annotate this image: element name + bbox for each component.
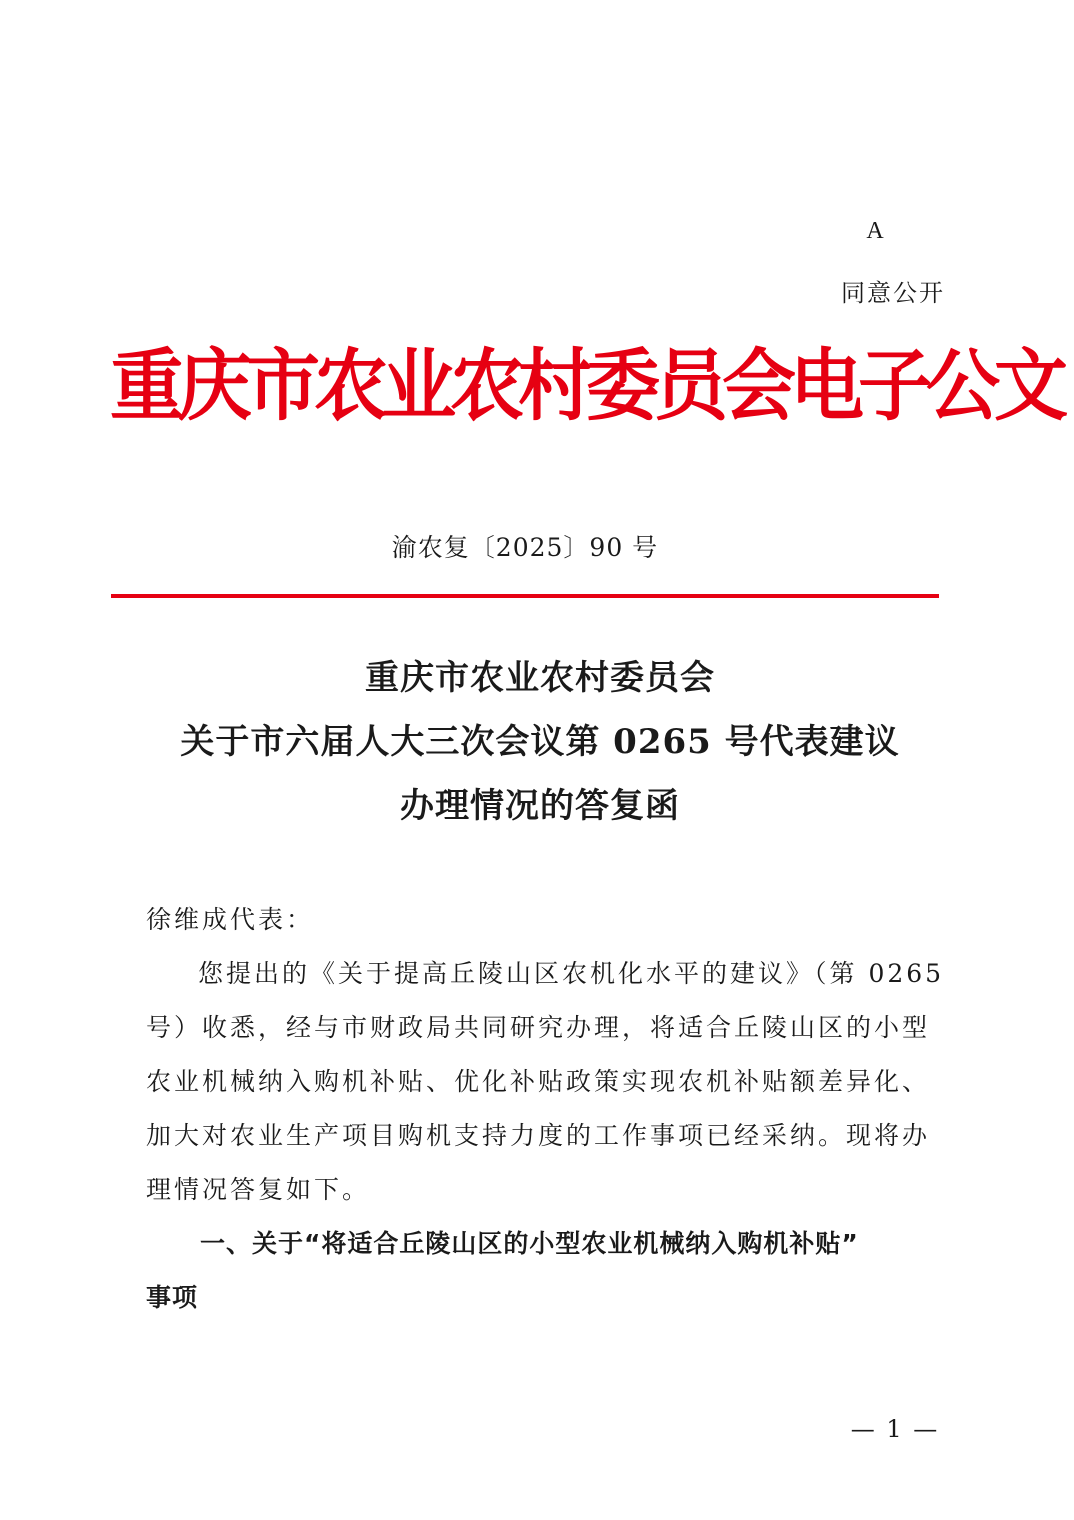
classification-mark: A <box>866 218 884 244</box>
paragraph-line: 理情况答复如下。 <box>146 1175 371 1204</box>
red-masthead: 重庆市农业农村委员会电子公文 <box>110 341 1062 432</box>
paragraph-line: 您提出的《关于提高丘陵山区农机化水平的建议》（第 0265 <box>198 959 945 988</box>
title-line-2: 关于市六届人大三次会议第 0265 号代表建议 <box>180 722 900 762</box>
disclosure-status: 同意公开 <box>841 279 945 307</box>
title-line-3: 办理情况的答复函 <box>400 786 680 826</box>
document-number: 渝农复〔2025〕90 号 <box>391 533 659 562</box>
salutation: 徐维成代表： <box>146 905 315 934</box>
red-divider-line <box>111 594 939 598</box>
title-line-1: 重庆市农业农村委员会 <box>365 658 715 698</box>
paragraph-line: 农业机械纳入购机补贴、优化补贴政策实现农机补贴额差异化、 <box>146 1067 931 1096</box>
paragraph-line: 号）收悉，经与市财政局共同研究办理，将适合丘陵山区的小型 <box>146 1013 931 1042</box>
page-number: — 1 — <box>850 1415 940 1443</box>
paragraph-line: 加大对农业生产项目购机支持力度的工作事项已经采纳。现将办 <box>146 1121 931 1150</box>
section-heading-line: 一、关于“将适合丘陵山区的小型农业机械纳入购机补贴” <box>200 1229 859 1258</box>
section-heading-line: 事项 <box>146 1283 199 1312</box>
